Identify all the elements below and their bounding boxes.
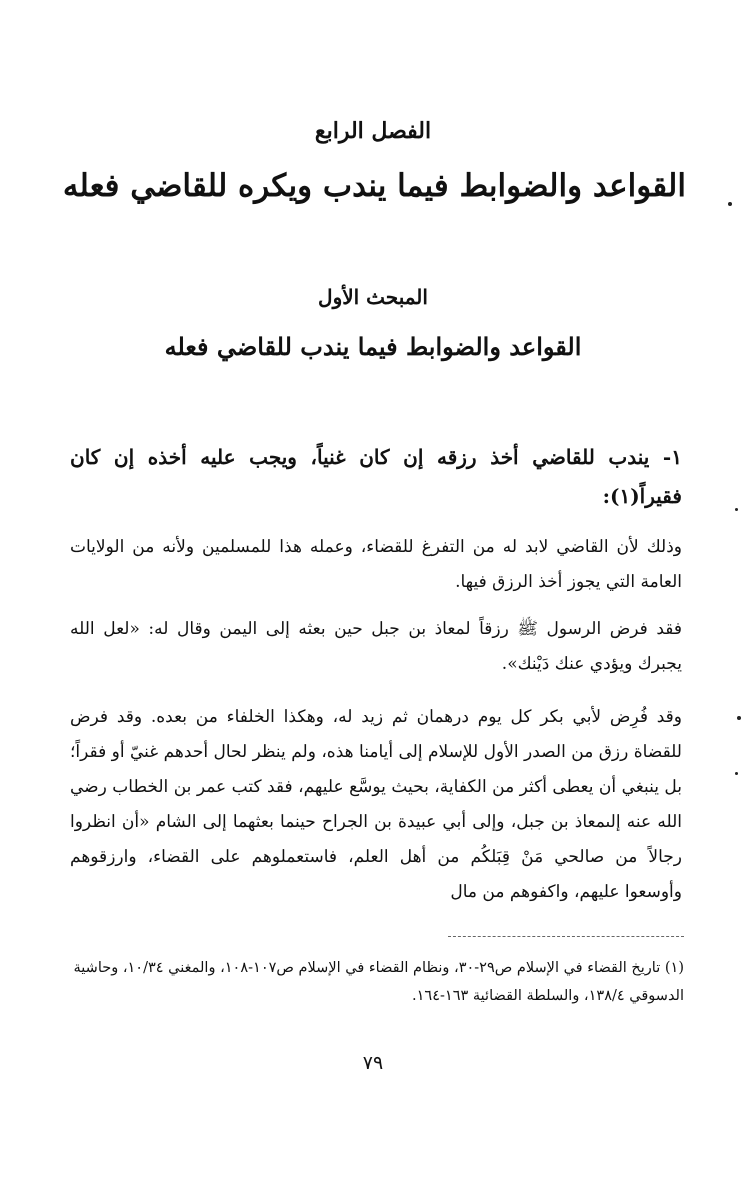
section-label: المبحث الأول — [318, 285, 428, 309]
scan-speck — [735, 772, 738, 775]
paragraph-2: فقد فرض الرسول ﷺ رزقاً لمعاذ بن جبل حين بعثه إلى اليمن وقال له: «لعل الله يجبرك ويؤدي عنك دَيْنك». — [70, 619, 682, 674]
chapter-label: الفصل الرابع — [314, 118, 432, 144]
rule-heading: ١- يندب للقاضي أخذ رزقه إن كان غنياً، ويجب عليه أخذه إن كان فقيراً(١): — [70, 445, 682, 508]
scan-speck — [737, 716, 741, 720]
page-number: ٧٩ — [362, 1052, 384, 1074]
chapter-title: القواعد والضوابط فيما يندب ويكره للقاضي فعله — [62, 168, 686, 204]
section-title: القواعد والضوابط فيما يندب للقاضي فعله — [164, 332, 582, 361]
footnote-separator — [448, 936, 684, 937]
footnote: (١) تاريخ القضاء في الإسلام ص٢٩-٣٠، ونظام القضاء في الإسلام ص١٠٧-١٠٨، والمغني ١٠/٣٤، وحاشية الدسوقي ١٣٨/٤، والسلطة القضائية ١٦٣-١٦٤. — [73, 960, 684, 1004]
scan-speck — [735, 508, 738, 511]
scan-speck — [728, 202, 732, 206]
paragraph-1: وذلك لأن القاضي لابد له من التفرغ للقضاء، وعمله هذا للمسلمين ولأنه من الولايات العامة التي يجوز أخذ الرزق فيها. — [70, 537, 682, 592]
paragraph-3: وقد فُرِض لأبي بكر كل يوم درهمان ثم زيد له، وهكذا الخلفاء من بعده. وقد فرض للقضاة رزق من الصدر الأول للإسلام إلى أيامنا هذه، ولم ينظر لحال أحدهم غنيّ أو فقراً؛ بل ينبغي أن يعطى أكثر من الكفاية، بحيث يوسَّع عليهم، فقد كتب عمر بن الخطاب رضي الله عنه إلىمعاذ بن جبل، وإلى أبي عبيدة بن الجراح حينما بعثهما إلى الشام «أن انظروا رجالاً من صالحي مَنْ قِبَلكُم من أهل العلم، فاستعملوهم على القضاء، وارزقوهم وأوسعوا عليهم، واكفوهم من مال — [70, 707, 682, 902]
